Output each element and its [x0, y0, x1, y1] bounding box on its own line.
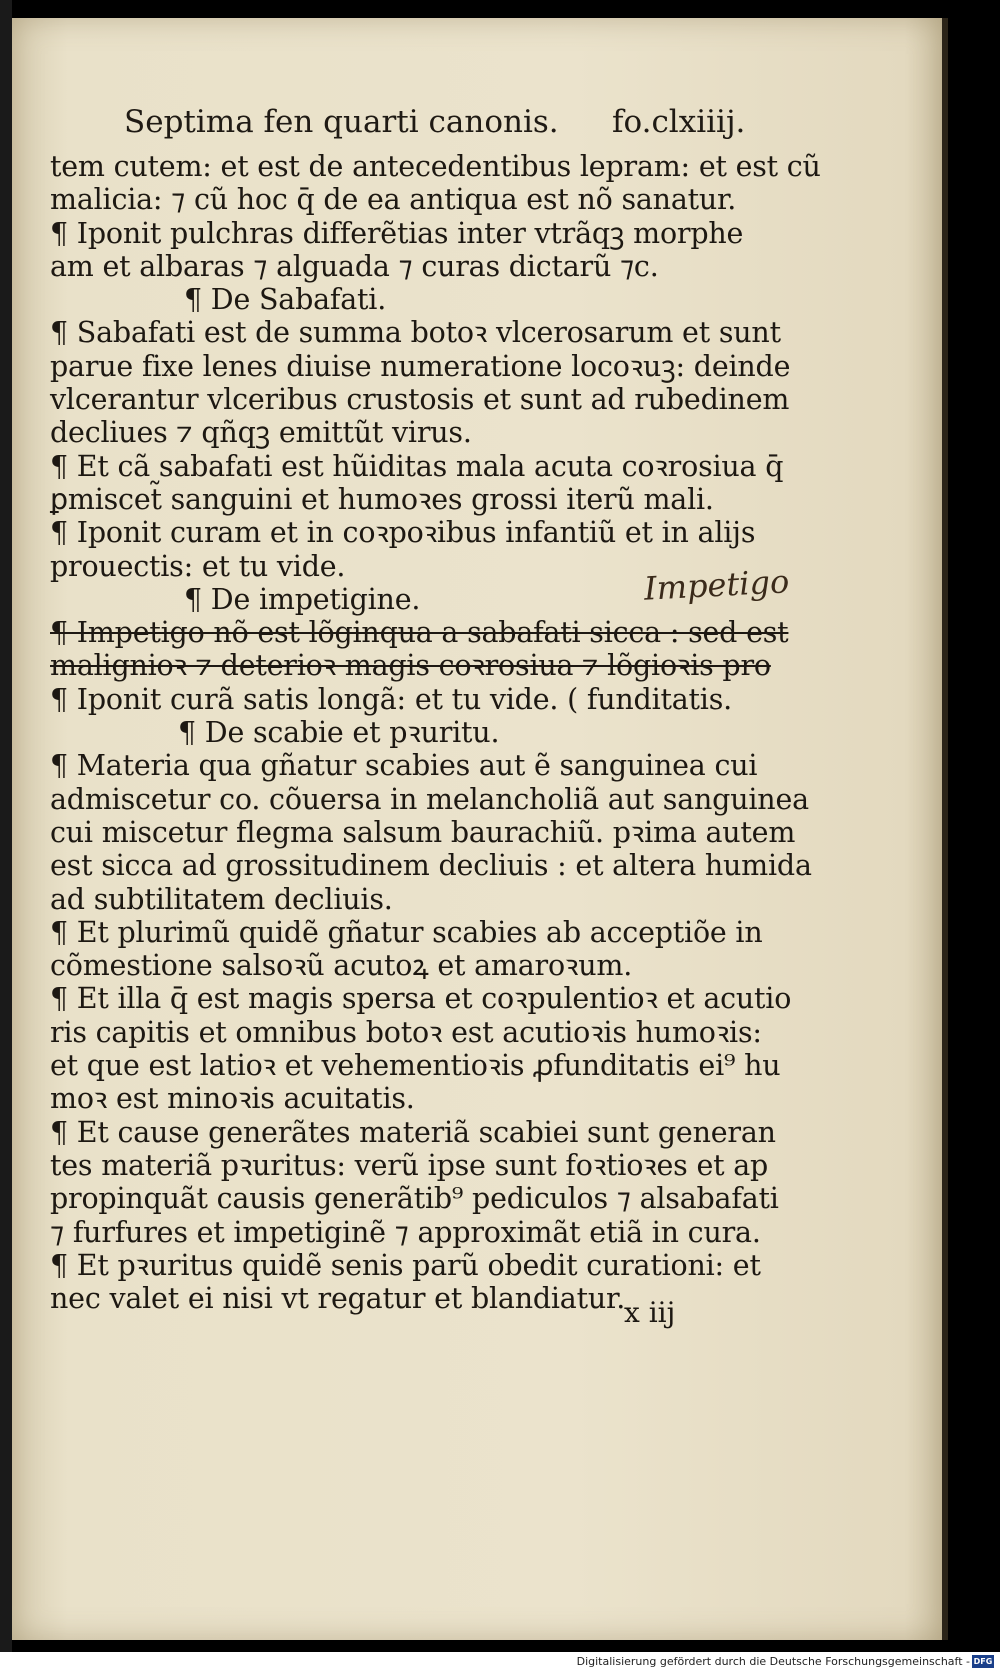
- book-page: [12, 18, 942, 1640]
- struck-text-line: ¶ Impetigo nõ est lõginqua a sabafati sicca : sed est: [50, 616, 789, 650]
- footer-credit: Digitalisierung gefördert durch die Deutsche Forschungsgemeinschaft -: [576, 1655, 970, 1668]
- text-line: cui miscetur flegma salsum baurachiũ. pꝛima autem: [50, 815, 796, 849]
- text-line: ꝑmiscet̃ sanguini et humoꝛes grossi iterũ mali.: [50, 482, 714, 516]
- text-line: admiscetur co. cõuersa in melancholiã aut sanguinea: [50, 782, 809, 816]
- text-line: ⁊ furfures et impetiginẽ ⁊ approximãt etiã in cura.: [50, 1215, 761, 1249]
- text-line: est sicca ad grossitudinem decliuis : et altera humida: [50, 849, 812, 883]
- text-line: prouectis: et tu vide.: [50, 549, 346, 583]
- folio-number: fo.clxiiij.: [612, 104, 746, 140]
- text-line: ¶ Materia qua gñatur scabies aut ẽ sanguinea cui: [50, 749, 758, 783]
- text-line: ¶ Et cause generãtes materiã scabiei sunt generan: [50, 1115, 776, 1149]
- text-line: ¶ Iponit pulchras differẽtias inter vtrãqꝫ morphe: [50, 216, 744, 250]
- signature-mark: x iij: [624, 1296, 676, 1329]
- text-line: ¶ Iponit curam et in coꝛpoꝛibus infantiũ et in alijs: [50, 516, 756, 550]
- text-line: ¶ Sabafati est de summa botoꝛ vlcerosarum et sunt: [50, 316, 781, 350]
- text-line: tes materiã pꝛuritus: verũ ipse sunt foꝛtioꝛes et ap: [50, 1148, 769, 1182]
- section-heading: ¶ De scabie et pꝛuritu.: [178, 716, 500, 750]
- struck-text-line: malignioꝛ ⁊ deterioꝛ magis coꝛrosiua ⁊ lõgioꝛis pro: [50, 649, 771, 683]
- footer-bar: [0, 1652, 1000, 1672]
- text-block: [50, 150, 920, 1315]
- text-line: ad subtilitatem decliuis.: [50, 882, 393, 916]
- text-line: malicia: ⁊ cũ hoc q̄ de ea antiqua est nõ sanatur.: [50, 183, 737, 217]
- text-line: ¶ Et cã sabafati est hũiditas mala acuta coꝛrosiua q̄: [50, 449, 784, 483]
- text-line: vlcerantur vlceribus crustosis et sunt ad rubedinem: [50, 383, 790, 417]
- text-line: ¶ Et illa q̄ est magis spersa et coꝛpulentioꝛ et acutio: [50, 982, 792, 1016]
- text-line: tem cutem: et est de antecedentibus lepram: et est cũ: [50, 150, 821, 183]
- running-title: Septima fen quarti canonis.: [124, 104, 559, 140]
- scan-left-edge: [0, 0, 12, 1672]
- text-line: et que est latioꝛ et vehementioꝛis ꝓfunditatis ei⁹ hu: [50, 1049, 781, 1083]
- text-line: propinquãt causis generãtib⁹ pediculos ⁊ alsabafati: [50, 1182, 779, 1216]
- text-line: ¶ Et plurimũ quidẽ gñatur scabies ab acceptiõe in: [50, 915, 763, 949]
- text-line: parue fixe lenes diuise numeratione locoꝛuꝫ: deinde: [50, 349, 791, 383]
- page-right-edge: [942, 18, 948, 1640]
- text-line: decliues ⁊ qñqꝫ emittũt virus.: [50, 416, 472, 450]
- handwritten-margin-note: Impetigo: [643, 562, 791, 608]
- text-line: cõmestione salsoꝛũ acutoꝝ et amaroꝛum.: [50, 949, 633, 983]
- dfg-logo: DFG: [973, 1657, 993, 1666]
- running-header: [12, 98, 942, 148]
- text-line: ris capitis et omnibus botoꝛ est acutioꝛis humoꝛis:: [50, 1015, 762, 1049]
- text-line: nec valet ei nisi vt regatur et blandiatur.: [50, 1282, 626, 1316]
- text-line: moꝛ est minoꝛis acuitatis.: [50, 1082, 415, 1116]
- text-line: am et albaras ⁊ alguada ⁊ curas dictarũ ⁊c.: [50, 249, 659, 283]
- section-heading: ¶ De impetigine.: [184, 582, 421, 616]
- section-heading: ¶ De Sabafati.: [184, 283, 387, 317]
- text-line: ¶ Iponit curã satis longã: et tu vide. ( funditatis.: [50, 682, 733, 716]
- text-line: ¶ Et pꝛuritus quidẽ senis parũ obedit curationi: et: [50, 1248, 761, 1282]
